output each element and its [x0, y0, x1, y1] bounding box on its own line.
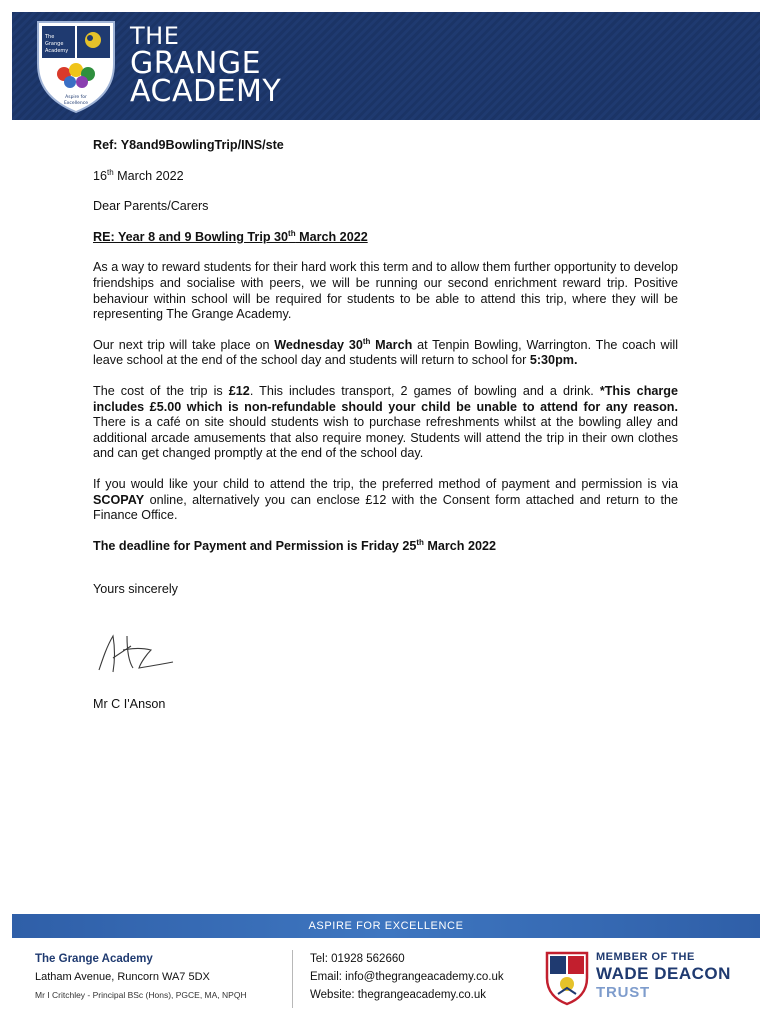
signature-image	[93, 628, 181, 678]
svg-text:Aspire for: Aspire for	[65, 95, 87, 100]
salutation: Dear Parents/Carers	[93, 199, 209, 214]
footer-email[interactable]: Email: info@thegrangeacademy.co.uk	[310, 971, 504, 983]
subject-line: RE: Year 8 and 9 Bowling Trip 30th March 2022	[93, 228, 368, 244]
school-wordmark	[130, 22, 282, 109]
paragraph-payment: If you would like your child to attend the trip, the preferred method of payment and permission is via SCOPAY online, alternatively you can enclose £12 with the Consent form attached and return to the Finance Office.	[93, 476, 678, 523]
letter-body	[93, 138, 678, 598]
reference-line: Ref: Y8and9BowlingTrip/INS/ste	[93, 138, 284, 152]
footer-school-name: The Grange Academy	[35, 953, 153, 965]
wade-deacon-trust-logo	[544, 950, 590, 1006]
paragraph-reward: As a way to reward students for their hard work this term and to allow them further opportunity to develop friendships and socialise with peers, we will be running our second enrichment reward trip. Positive behaviour within school will be required for students to be able to attend this trip, where they will be representing The Grange Academy.	[93, 260, 678, 322]
footer-website[interactable]: Website: thegrangeacademy.co.uk	[310, 989, 487, 1001]
letterhead-banner	[12, 12, 760, 120]
footer-contact	[310, 950, 504, 1004]
trust-word: TRUST	[596, 984, 650, 1001]
letter-date: 16th March 2022	[93, 167, 184, 183]
closing: Yours sincerely	[93, 582, 178, 597]
svg-text:The: The	[45, 34, 55, 40]
school-crest-logo	[34, 18, 118, 114]
wordmark-grange: GRANGE	[130, 46, 262, 81]
wordmark-academy: ACADEMY	[130, 74, 282, 109]
svg-text:Grange: Grange	[45, 41, 64, 47]
trust-name: WADE DEACON	[596, 964, 731, 983]
trust-membership	[596, 951, 731, 1002]
signatory-name: Mr C I'Anson	[93, 697, 166, 711]
footer-school-info	[35, 950, 247, 1004]
footer-tel: Tel: 01928 562660	[310, 953, 405, 965]
wordmark-the: THE	[130, 22, 180, 50]
footer-address: Latham Avenue, Runcorn WA7 5DX	[35, 971, 210, 983]
paragraph-trip-details: Our next trip will take place on Wednesday 30th March at Tenpin Bowling, Warrington. The coach will leave school at the end of the school day and students will return to school for 5:30pm.	[93, 336, 679, 368]
footer-principal: Mr I Critchley - Principal BSc (Hons), PGCE, MA, NPQH	[35, 990, 247, 1000]
deadline-line: The deadline for Payment and Permission is Friday 25th March 2022	[93, 537, 497, 553]
footer-banner: ASPIRE FOR EXCELLENCE	[12, 914, 760, 938]
trust-member-label: MEMBER OF THE	[596, 951, 695, 963]
footer-divider	[292, 950, 293, 1008]
svg-text:Excellence: Excellence	[63, 101, 89, 106]
svg-text:Academy: Academy	[45, 48, 69, 54]
paragraph-cost: The cost of the trip is £12. This includes transport, 2 games of bowling and a drink. *This charge includes £5.00 which is non-refundable should your child be unable to attend for any reason. There is a café on site should students wish to purchase refreshments whilst at the bowling alley and additional arcade amusements that also require money. Students will attend the trip in their own clothes and can get changed promptly at the end of the school day.	[93, 383, 678, 461]
